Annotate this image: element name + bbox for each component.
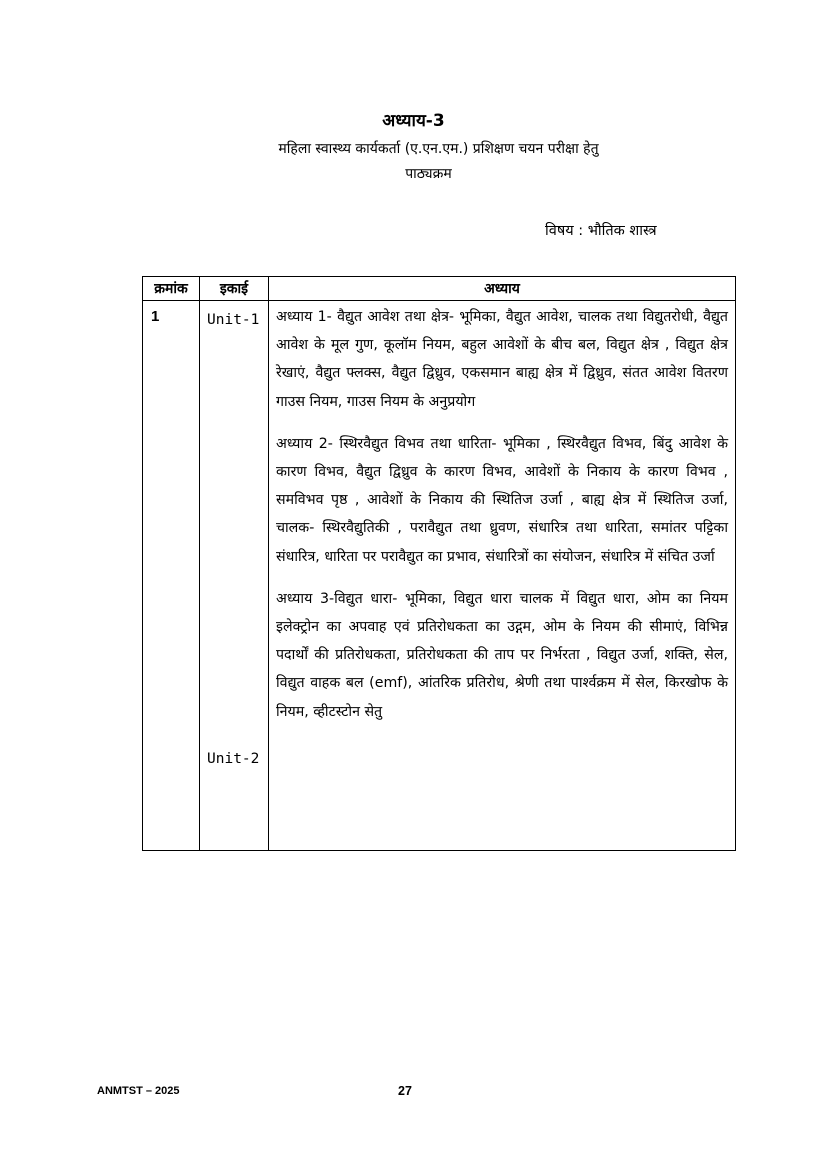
footer-doc-code: ANMTST – 2025 [97, 1085, 180, 1097]
chapter-2-text: अध्याय 2- स्थिरवैद्युत विभव तथा धारिता- भूमिका , स्थिरवैद्युत विभव, बिंदु आवेश के कारण विभव, वैद्युत द्विध्रुव के कारण विभव, आवेशों के निकाय के कारण विभव , समविभव पृष्ठ , आवेशों के निकाय की स्थितिज उर्जा , बाह्य क्षेत्र में स्थितिज उर्जा, चालक- स्थिरवैद्युतिकी , परावैद्युत तथा ध्रुवण, संधारित्र तथा धारिता, समांतर पट्टिका संधारित्र, धारिता पर परावैद्युत का प्रभाव, संधारित्रों का संयोजन, संधारित्र में संचित उर्जा [276, 435, 728, 565]
header-unit: इकाई [200, 277, 269, 301]
exam-subtitle: महिला स्वास्थ्य कार्यकर्ता (ए.एन.एम.) प्रशिक्षण चयन परीक्षा हेतु [278, 141, 599, 157]
subject-label: विषय : भौतिक शास्त्र [545, 223, 657, 239]
chapter-3-text: अध्याय 3-विद्युत धारा- भूमिका, विद्युत धारा चालक में विद्युत धारा, ओम का नियम इलेक्ट्रोन का अपवाह एवं प्रतिरोधकता का उद्गम, ओम के नियम की सीमाएं, विभिन्न पदार्थों की प्रतिरोधकता, प्रतिरोधकता की ताप पर निर्भरता , विद्युत उर्जा, शक्ति, सेल, विद्युत वाहक बल (emf), आंतरिक प्रतिरोध, श्रेणी तथा पार्श्वक्रम में सेल, किरखोफ के नियम, व्हीटस्टोन सेतु [276, 590, 728, 720]
header-chapter: अध्याय [269, 277, 736, 301]
chapter-1-text: अध्याय 1- वैद्युत आवेश तथा क्षेत्र- भूमिका, वैद्युत आवेश, चालक तथा विद्युतरोधी, वैद्युत आवेश के मूल गुण, कूलॉम नियम, बहुल आवेशों के बीच बल, विद्युत क्षेत्र , विद्युत क्षेत्र रेखाएं, वैद्युत फ्लक्स, वैद्युत द्विध्रुव, एकसमान बाह्य क्षेत्र में द्विध्रुव, संतत आवेश वितरण गाउस नियम, गाउस नियम के अनुप्रयोग [276, 309, 728, 410]
syllabus-table [142, 276, 736, 851]
unit-cell [200, 301, 269, 851]
unit-2-label: Unit-2 [207, 751, 260, 767]
unit-1-label: Unit-1 [207, 312, 260, 328]
syllabus-label: पाठ्यक्रम [405, 166, 452, 182]
footer-page-number: 27 [398, 1084, 412, 1098]
table-header-row [143, 277, 736, 301]
serial-number: 1 [143, 301, 200, 851]
table-row [143, 301, 736, 851]
chapter-title: अध्याय-3 [382, 111, 445, 131]
chapters-cell [269, 301, 736, 851]
header-serial: क्रमांक [143, 277, 200, 301]
